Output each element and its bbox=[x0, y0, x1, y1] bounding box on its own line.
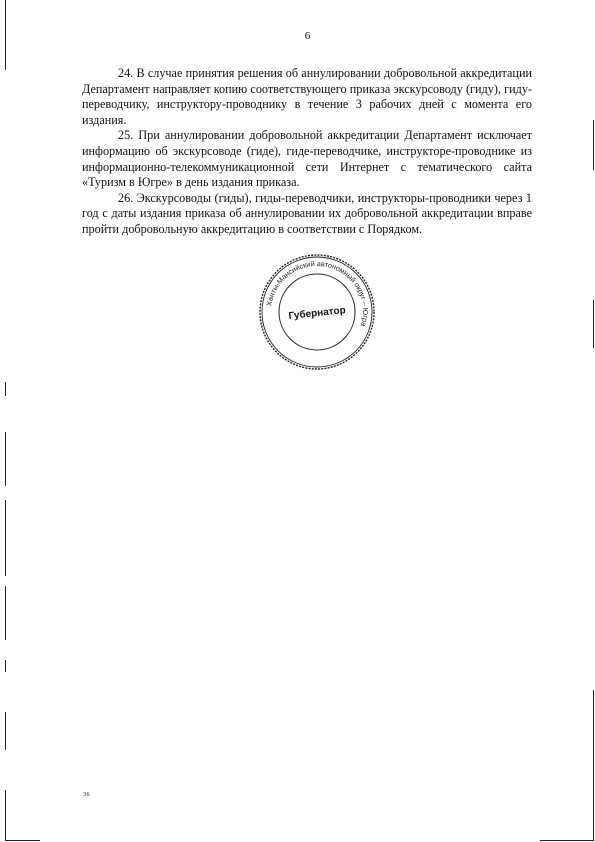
paragraph-24: 24. В случае принятия решения об аннулировании добровольной аккредитации Департамент направляет копию соответствующего приказа экскурсоводу (гиду), гиду-переводчику, инструктору-проводнику в течение 3 рабочих дней с момента его издания. bbox=[82, 66, 532, 127]
paragraph-26: 26. Экскурсоводы (гиды), гиды-переводчики, инструкторы-проводники через 1 год с даты издания приказа об аннулировании их добровольной аккредитации вправе пройти добровольную аккредитацию в соответствии с Порядком. bbox=[82, 190, 532, 236]
paragraph-25: 25. При аннулировании добровольной аккредитации Департамент исключает информацию об экскурсоводе (гиде), гиде-переводчике, инструкторе-проводнике из информационно-телекоммуникационной сети Интернет с тематического сайта «Туризм в Югре» в день издания приказа. bbox=[82, 128, 532, 190]
page-number: 6 bbox=[304, 30, 311, 42]
footer-code: 36 bbox=[83, 792, 90, 798]
seal-center-text: Губернатор bbox=[288, 305, 347, 322]
governor-seal bbox=[258, 253, 376, 371]
seal-ring-text: Ханты-Мансийский автономный округ – Югра bbox=[264, 258, 371, 328]
document-body bbox=[82, 66, 532, 238]
